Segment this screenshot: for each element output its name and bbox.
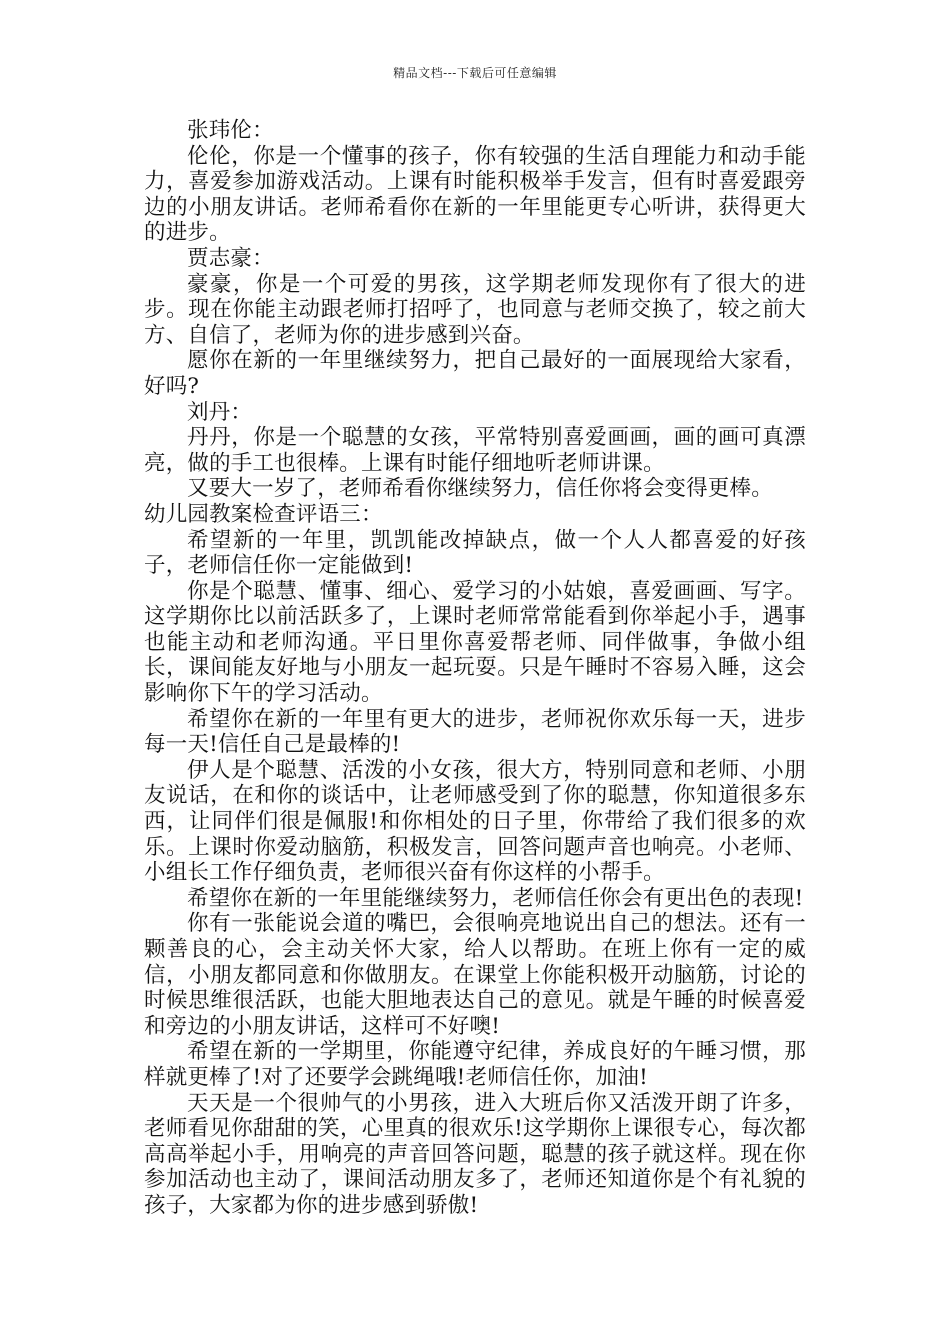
- paragraph: 伊人是个聪慧、活泼的小女孩，很大方，特别同意和老师、小朋友说话，在和你的谈话中，让老师感受到了你的聪慧，你知道很多东西，让同伴们很是佩服!和你相处的日子里，你带给了我们很多的欢乐。上课时你爱动脑筋，积极发言，回答问题声音也响亮。小老师、小组长工作仔细负责，老师很兴奋有你这样的小帮手。: [144, 757, 806, 886]
- section-heading: 幼儿园教案检查评语三：: [144, 501, 383, 527]
- paragraph: 丹丹，你是一个聪慧的女孩，平常特别喜爱画画，画的画可真漂亮，做的手工也很棒。上课有时能仔细地听老师讲课。: [144, 425, 806, 476]
- document-body: [144, 118, 806, 1219]
- paragraph: 伦伦，你是一个懂事的孩子，你有较强的生活自理能力和动手能力，喜爱参加游戏活动。上课有时能积极举手发言，但有时喜爱跟旁边的小朋友讲话。老师希看你在新的一年里能更专心听讲，获得更大的进步。: [144, 143, 806, 246]
- paragraph: 张玮伦：: [187, 118, 274, 143]
- paragraph: 贾志豪：: [187, 245, 274, 271]
- paragraph: 天天是一个很帅气的小男孩，进入大班后你又活泼开朗了许多，老师看见你甜甜的笑，心里真的很欢乐!这学期你上课很专心，每次都高高举起小手，用响亮的声音回答问题，聪慧的孩子就这样。现在你参加活动也主动了，课间活动朋友多了，老师还知道你是个有礼貌的孩子，大家都为你的进步感到骄傲!: [144, 1090, 806, 1218]
- paragraph: 希望在新的一学期里，你能遵守纪律，养成良好的午睡习惯，那样就更棒了!对了还要学会跳绳哦!老师信任你，加油!: [144, 1039, 806, 1090]
- paragraph: 刘丹：: [187, 399, 253, 425]
- paragraph: 你是个聪慧、懂事、细心、爱学习的小姑娘，喜爱画画、写字。这学期你比以前活跃多了，上课时老师常常能看到你举起小手，遇事也能主动和老师沟通。平日里你喜爱帮老师、同伴做事，争做小组长，课间能友好地与小朋友一起玩耍。只是午睡时不容易入睡，这会影响你下午的学习活动。: [144, 578, 806, 707]
- page-header: 精品文档---下载后可任意编辑: [393, 66, 557, 80]
- paragraph: 希望你在新的一年里有更大的进步，老师祝你欢乐每一天，进步每一天!信任自己是最棒的!: [144, 706, 806, 758]
- paragraph: 你有一张能说会道的嘴巴，会很响亮地说出自己的想法。还有一颗善良的心，会主动关怀大家，给人以帮助。在班上你有一定的威信，小朋友都同意和你做朋友。在课堂上你能积极开动脑筋，讨论的时候思维很活跃，也能大胆地表达自己的意见。就是午睡的时候喜爱和旁边的小朋友讲话，这样可不好噢!: [144, 911, 806, 1039]
- paragraph: 希望新的一年里，凯凯能改掉缺点，做一个人人都喜爱的好孩子，老师信任你一定能做到!: [144, 527, 806, 579]
- paragraph: 希望你在新的一年里能继续努力，老师信任你会有更出色的表现!: [187, 885, 804, 911]
- paragraph: 愿你在新的一年里继续努力，把自己最好的一面展现给大家看，好吗?: [144, 348, 806, 399]
- paragraph: 又要大一岁了，老师希看你继续努力，信任你将会变得更棒。: [187, 476, 773, 502]
- paragraph: 豪豪，你是一个可爱的男孩，这学期老师发现你有了很大的进步。现在你能主动跟老师打招呼了，也同意与老师交换了，较之前大方、自信了，老师为你的进步感到兴奋。: [144, 271, 806, 348]
